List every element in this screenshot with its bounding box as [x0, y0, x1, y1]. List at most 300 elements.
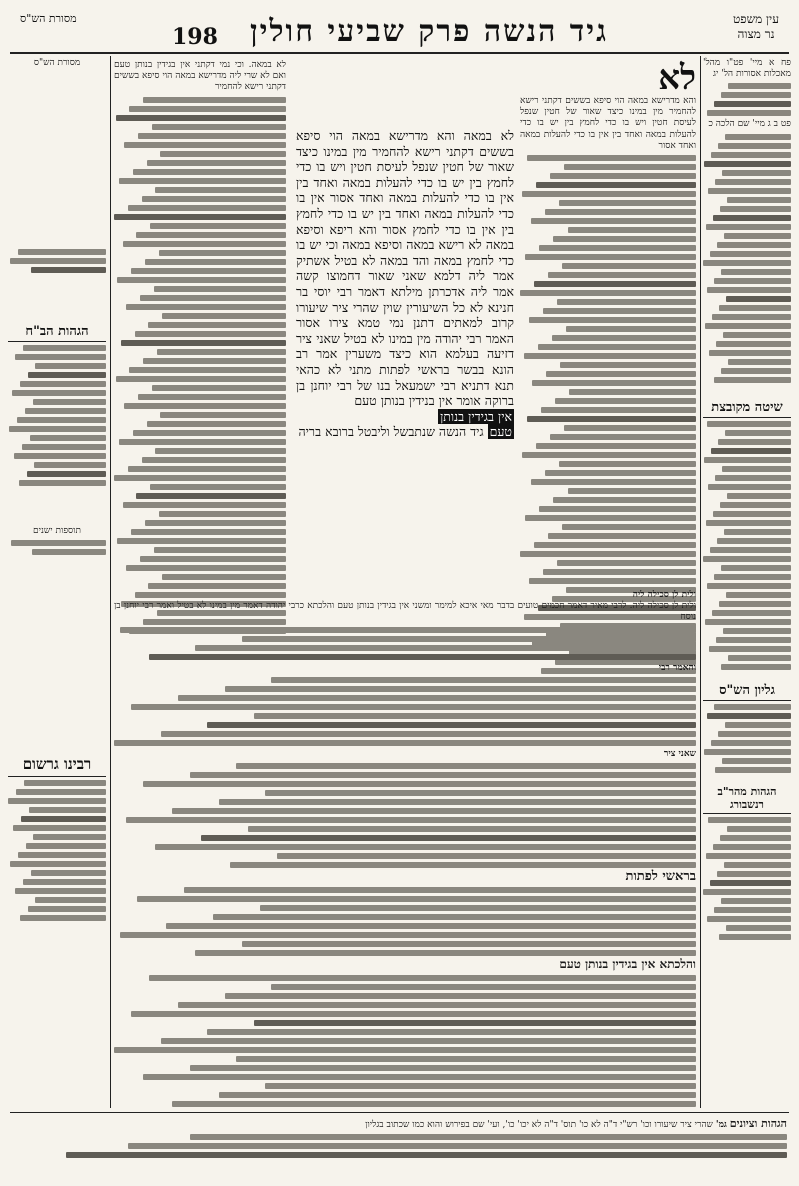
text-line [705, 619, 791, 625]
text-line [190, 1134, 787, 1140]
text-line [545, 209, 696, 215]
text-line [131, 529, 286, 535]
ein-mishpat-label: עין משפט נר מצוה [733, 12, 779, 41]
text-line [8, 798, 106, 804]
text-line [190, 772, 696, 778]
text-line [159, 511, 286, 517]
text-line [559, 461, 696, 467]
text-line [724, 862, 791, 868]
text-line [271, 677, 696, 683]
text-line [157, 349, 286, 355]
text-line [721, 898, 791, 904]
text-line [140, 556, 286, 562]
text-line [225, 993, 696, 999]
text-line [715, 767, 791, 773]
text-line [114, 214, 286, 220]
text-line [718, 439, 791, 445]
text-line [154, 286, 286, 292]
gemara-end-text: גיד הנשה שנתבשל וליבטל ברובא בריה [298, 424, 484, 440]
text-line [717, 538, 791, 544]
text-line [710, 251, 791, 257]
dibbur-hamatchil-1: והאמר רבי [658, 662, 696, 673]
sidebar-left [8, 58, 106, 1108]
text-line [725, 134, 791, 140]
text-line [721, 368, 791, 374]
text-line [709, 646, 791, 652]
text-line [720, 835, 791, 841]
tosafot-yeshanim-label: תוספות ישנים [33, 526, 81, 537]
gilyon-hashas-heading: גליון הש"ס [719, 682, 775, 698]
text-line [148, 322, 286, 328]
masoret-hashas-label: מסורת הש"ס [20, 12, 77, 25]
text-line [145, 259, 286, 265]
text-line [532, 380, 696, 386]
text-line [172, 808, 696, 814]
text-line [727, 197, 791, 203]
text-line [213, 914, 696, 920]
text-line [708, 484, 791, 490]
text-line [25, 408, 106, 414]
text-line [10, 258, 106, 264]
text-line [707, 713, 791, 719]
text-line [242, 941, 696, 947]
text-line [727, 826, 791, 832]
text-line [546, 371, 696, 377]
text-line [20, 381, 106, 387]
text-line [568, 227, 696, 233]
dibbur-hamatchil-4: והלכתא אין בגידין בנותן טעם [559, 957, 696, 972]
text-line [66, 1152, 787, 1158]
text-line [717, 871, 791, 877]
text-line [31, 870, 106, 876]
text-line [161, 731, 696, 737]
text-line [710, 547, 791, 553]
text-line [34, 462, 106, 468]
text-line [714, 278, 791, 284]
text-line [150, 223, 286, 229]
text-line [541, 407, 696, 413]
text-line [714, 377, 791, 383]
text-line [123, 502, 286, 508]
opening-word: לא [658, 60, 696, 98]
text-line [207, 1029, 696, 1035]
text-line [553, 236, 696, 242]
text-line [723, 628, 791, 634]
footer-label: הגהות וציונים [729, 1117, 787, 1130]
text-line [719, 934, 791, 940]
text-line [166, 923, 696, 929]
text-line [728, 359, 791, 365]
text-line [148, 583, 286, 589]
text-line [126, 304, 286, 310]
text-line [714, 574, 791, 580]
text-line [119, 439, 286, 445]
text-line [178, 1002, 696, 1008]
text-line [114, 1047, 696, 1053]
text-line [128, 466, 286, 472]
text-line [265, 1083, 696, 1089]
text-line [534, 542, 696, 548]
page-title: גיד הנשה פרק שביעי חולין [250, 14, 608, 49]
text-line [162, 313, 286, 319]
text-line [9, 426, 106, 432]
text-line [26, 843, 106, 849]
text-line [149, 975, 696, 981]
text-line [726, 592, 791, 598]
page-number: 198 [172, 24, 218, 50]
text-line [123, 241, 286, 247]
text-line [135, 331, 286, 337]
text-line [520, 551, 696, 557]
text-line [719, 601, 791, 607]
ein-mishpat-entry-1: פח א מיי' פט"ו מהל' מאכלות אסורות הל' יג [703, 58, 791, 80]
text-line [520, 290, 696, 296]
text-line [147, 160, 286, 166]
text-line [724, 529, 791, 535]
text-line [207, 722, 696, 728]
text-line [703, 556, 791, 562]
text-line [720, 206, 791, 212]
text-line [116, 376, 286, 382]
highlighted-phrase: אין בגידין בנותן [440, 408, 512, 424]
gemara-end-line [296, 424, 514, 440]
text-line [536, 443, 696, 449]
text-line [160, 151, 286, 157]
text-line [126, 565, 286, 571]
text-line [195, 950, 696, 956]
text-line [184, 887, 696, 893]
text-line [718, 731, 791, 737]
text-line [35, 897, 106, 903]
text-line [129, 367, 286, 373]
text-line [714, 101, 791, 107]
text-line [525, 515, 696, 521]
text-line [28, 906, 106, 912]
lower-commentary [114, 590, 696, 1110]
text-line [133, 430, 286, 436]
text-line [722, 466, 791, 472]
text-line [33, 834, 106, 840]
text-line [154, 547, 286, 553]
text-line [17, 417, 106, 423]
text-line [707, 916, 791, 922]
text-line [719, 305, 791, 311]
lower-commentary-text: ולית לן סכילה ליה. לרבי מאיר דאמר חכמים טועים בדבר מאי איכא למימר ומשני אין בגידין בנותן טעם והלכתא כרבי יהודה דאמר מין במינו לא בטיל ואמר רבי יוחנן בן נוסח [114, 601, 696, 623]
footer [12, 1118, 787, 1178]
text-line [723, 332, 791, 338]
text-line [716, 341, 791, 347]
text-line [726, 296, 791, 302]
text-line [524, 353, 696, 359]
text-line [12, 390, 106, 396]
text-line [543, 569, 696, 575]
text-line [704, 749, 791, 755]
text-line [242, 636, 696, 642]
text-line [155, 844, 696, 850]
shita-mekubetzet-heading: שיטה מקובצת [711, 399, 783, 415]
text-line [160, 412, 286, 418]
text-line [712, 314, 791, 320]
text-line [728, 655, 791, 661]
header-rule [10, 52, 789, 54]
text-line [155, 448, 286, 454]
text-line [116, 115, 286, 121]
text-line [522, 191, 696, 197]
text-line [728, 83, 791, 89]
masoret-hashas-text: מסורת הש"ס [33, 58, 81, 68]
text-line [162, 574, 286, 580]
text-line [706, 520, 791, 526]
text-line [706, 224, 791, 230]
gemara-text: לא במאה והא מדרישא במאה הוי סיפא בששים דקתני רישא להחמיר מין במינו כיצד שאור של חטין שנפל לעיסת חטין ויש בו כדי לחמץ בין יש בו כדי להעלות במאה ואחד בין אין בו כדי להעלות במאה ואחד אסור אין בו כדי להעלות במאה ואחד בין יש בו כדי לחמץ בין אין בו כדי לחמץ אסור והא ריפא וסיפא במאה לא רישא במאה וסיפא במאה וכי יש בו כדי לחמץ במאה והד במאה לא בטיל אשתיק אמר ליה דלמא שאני שאור דחמוצו קשה אמר ליה אדכרתן מילתא דאמר רבי יוסי בר חנינא לא כל השיעורין שוין שהרי ציר שיעורו קרוב למאתים דתנן נמי טמא צירו אסור האמר רבי יהודה מין במינו לא בטיל שאני ציר דזיעה בעלמא הוא כיצד משערין אמר רב הונא בבשר בראשי לפתות מתני לא כהאי תנא דתניא רבי ישמעאל בנו של רבי יוחנן בן ברוקה אומר אין בנידין בנותן טעם [296, 128, 514, 409]
tosafot-text: לא במאה. וכי נמי דקתני אין בגידין בנותן טעם ואם לא שרי ליה מדרישא במאה הוי סיפא בששים דקתני רישא להחמיר [114, 60, 286, 93]
text-line [145, 520, 286, 526]
text-line [114, 740, 696, 746]
text-line [120, 627, 696, 633]
text-line [19, 480, 106, 486]
text-line [23, 879, 106, 885]
text-line [136, 232, 286, 238]
text-line [539, 506, 696, 512]
text-line [559, 200, 696, 206]
text-line [714, 907, 791, 913]
text-line [562, 524, 696, 530]
text-line [536, 182, 696, 188]
text-line [201, 835, 696, 841]
text-line [543, 308, 696, 314]
sidebar-right [703, 58, 791, 1108]
text-line [30, 435, 106, 441]
text-line [124, 403, 286, 409]
text-line [150, 484, 286, 490]
text-line [708, 817, 791, 823]
text-line [24, 780, 106, 786]
text-line [534, 281, 696, 287]
text-line [564, 425, 696, 431]
text-line [538, 344, 696, 350]
text-line [715, 179, 791, 185]
text-line [124, 142, 286, 148]
text-line [529, 578, 696, 584]
text-line [708, 188, 791, 194]
text-line [18, 852, 106, 858]
text-line [33, 399, 107, 405]
mishna-intro: ולית לן סכילה ליה [632, 590, 696, 600]
text-line [219, 799, 696, 805]
text-line [560, 362, 696, 368]
text-line [566, 326, 696, 332]
text-line [131, 1011, 696, 1017]
text-line [562, 263, 696, 269]
text-line [721, 269, 791, 275]
text-line [219, 1092, 696, 1098]
text-line [29, 807, 106, 813]
text-line [724, 233, 791, 239]
rabbenu-gershom-heading: רבינו גרשום [22, 755, 92, 774]
text-line [545, 470, 696, 476]
text-line [713, 215, 791, 221]
text-line [707, 287, 791, 293]
text-line [195, 645, 696, 651]
dibbur-hamatchil-3: בראשי לפתות [625, 869, 696, 885]
text-line [550, 434, 696, 440]
text-line [155, 187, 286, 193]
text-line [138, 133, 286, 139]
text-line [725, 722, 791, 728]
text-line [114, 475, 286, 481]
text-line [128, 205, 286, 211]
text-line [522, 452, 696, 458]
text-line [265, 790, 696, 796]
text-line [143, 97, 286, 103]
text-line [712, 610, 791, 616]
text-line [721, 92, 791, 98]
text-line [529, 317, 696, 323]
text-line [711, 448, 791, 454]
text-line [32, 549, 106, 555]
text-line [569, 389, 696, 395]
text-line [119, 178, 286, 184]
text-line [714, 704, 791, 710]
text-line [260, 905, 697, 911]
text-line [707, 583, 791, 589]
text-line [721, 565, 791, 571]
text-line [20, 915, 106, 921]
footer-rule [10, 1112, 789, 1113]
text-line [527, 155, 696, 161]
text-line [722, 758, 791, 764]
text-line [706, 853, 791, 859]
text-line [718, 143, 791, 149]
text-line [548, 272, 696, 278]
text-line [713, 511, 791, 517]
text-line [727, 493, 791, 499]
text-line [722, 170, 791, 176]
text-line [705, 323, 791, 329]
text-line [531, 479, 696, 485]
footer-gemara-label: גמ' [715, 1120, 727, 1130]
text-line [557, 299, 696, 305]
text-line [557, 560, 696, 566]
text-line [152, 124, 286, 130]
text-line [717, 242, 791, 248]
text-line [22, 444, 106, 450]
text-line [129, 106, 286, 112]
text-line [525, 254, 696, 260]
text-line [18, 249, 106, 255]
text-line [568, 488, 696, 494]
text-line [716, 637, 791, 643]
text-line [725, 430, 791, 436]
gemara-block [296, 128, 514, 583]
dibbur-hamatchil-2: שאני ציר [663, 748, 696, 759]
text-line [548, 533, 696, 539]
text-line [136, 493, 286, 499]
text-line [721, 664, 791, 670]
text-line [248, 826, 696, 832]
hagahot-maharab-heading: הגהות מהר"ב רנשבורג [717, 784, 777, 811]
text-line [555, 398, 696, 404]
text-line [143, 1074, 696, 1080]
text-line [14, 453, 106, 459]
text-line [531, 218, 696, 224]
ein-mishpat-entry-2: פט ב ג מיי' שם הלכה כ [708, 119, 791, 130]
text-line [553, 497, 696, 503]
rashi-text: והא מדרישא במאה הוי סיפא בששים דקתני רישא להחמיר מין במינו כיצד שאור של חטין שנפל לעיסת חטין ויש בו כדי לחמץ בין יש בו כדי להעלות במאה ואחד בין אין בו כדי להעלות במאה ואחד אסור [520, 96, 696, 151]
text-line [159, 250, 286, 256]
text-line [133, 169, 286, 175]
text-line [142, 457, 286, 463]
text-line [704, 457, 791, 463]
text-line [707, 421, 791, 427]
text-line [707, 110, 791, 116]
text-line [277, 853, 696, 859]
text-line [27, 471, 106, 477]
hagahot-habach-heading: הגהות הב"ח [25, 324, 89, 340]
gemara-highlight-line [296, 409, 514, 425]
text-line [152, 385, 286, 391]
text-line [128, 1143, 787, 1149]
text-line [550, 173, 696, 179]
text-line [710, 880, 791, 886]
text-line [13, 825, 106, 831]
highlighted-word: טעם [489, 424, 512, 440]
text-line [137, 896, 696, 902]
text-line [225, 686, 696, 692]
text-line [138, 394, 286, 400]
text-line [121, 340, 286, 346]
text-line [254, 1020, 696, 1026]
text-line [142, 196, 286, 202]
text-line [131, 268, 286, 274]
text-line [11, 540, 106, 546]
text-line [172, 1101, 696, 1107]
text-line [117, 538, 286, 544]
text-line [120, 932, 696, 938]
text-line [31, 267, 106, 273]
text-line [117, 277, 286, 283]
text-line [140, 295, 286, 301]
text-line [539, 245, 696, 251]
text-line [15, 354, 106, 360]
text-line [230, 862, 696, 868]
text-line [527, 416, 696, 422]
text-line [703, 260, 791, 266]
text-line [711, 152, 791, 158]
text-line [715, 475, 791, 481]
text-line [161, 1038, 696, 1044]
text-line [28, 372, 106, 378]
text-line [552, 335, 696, 341]
text-line [21, 816, 106, 822]
text-line [236, 1056, 696, 1062]
text-line [704, 161, 791, 167]
text-line [726, 925, 791, 931]
text-line [254, 713, 696, 719]
text-line [149, 654, 696, 660]
text-line [711, 740, 791, 746]
text-line [10, 861, 106, 867]
text-line [143, 358, 286, 364]
footer-text: שהרי ציר שיעורו וכו' רש"י ד"ה לא כו' תוס' ד"ה לא יכו' כו', ועי' שם בפירוש והוא כמו שכתוב בגליון [365, 1120, 713, 1130]
text-line [16, 789, 106, 795]
text-line [126, 817, 696, 823]
text-line [236, 763, 696, 769]
text-line [709, 350, 791, 356]
text-line [720, 502, 791, 508]
text-line [713, 844, 791, 850]
text-line [23, 345, 106, 351]
